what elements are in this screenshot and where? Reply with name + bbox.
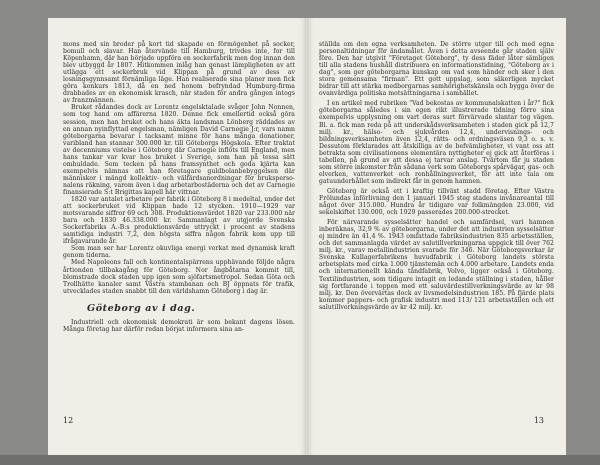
paragraph: Som man ser har Lorentz okuvliga energi verkat med dynamisk kraft genom tiderna. [63,245,295,260]
paragraph: 1820 var antalet arbetare per fabrik i Göteborg 8 i medeltal, under det att sockerbruket vid Klippan hade 12 stycken. 1910—1929 var motsvarande siffror 69 och 308. Produktionsvärdet 1820 var 233.000 när bara och 1830 46.338.000 kr. Sammanlagt av utgjorde Svenska Sockerfabriks A.-B:s produktionsvärde uttryckt i procent av stadens samtidiga industri 7,2, den högsta siffra någon fabrik kom upp till ifrågavarande år. [63,196,295,246]
paragraph: För närvarande sysselsätter handel och samfärdsel, vari hamnen inberäknas, 32,9 % av göteborgarna, under det att industrien sysselsätter ej mindre än 41,4 %. 1943 omfattade fabriksindustrien 835 arbetsställen, och det sammanlagda värdet av salutillverkningarna uppgick till över 762 milj. kr., varav metallindustrien svarade för 346. När Göteborgsverkar är Svenska Kullagerfabrikens huvudfabrik i Göteborg landets största arbetsplats med cirka 1.000 tjänstemän och 4.000 arbetare. Landets enda och internationellt kända tändfabrik, Volvo, ligger också i Göteborg. Textilindustrien, som tidigare intagit en ledande ställning i staden, håller sig fortfarande i toppen med ett saluvärdestillverkningsvärde av kr 98 milj. kr. Den övervärtas dock av livsmedelsindustrien 185. På fjärde plats kommer pappers- och grafisk industri med 113/ 121 arbetsställen och ett salutillverkningsvärde av kr 42 milj. kr. [319,219,554,311]
paragraph: ställda om den egna verksamheten. De större utger till och med egna personaltidningar för ändamålet. Även i detta avseende går staden själv före. Den har utgivit "Företaget Göteborg", ty dess fäder låter sämligen till alla stadens hushåll distribuera en informationstidning, "Göteborg av i dag", som ger göteborgarna kunskap om vad som händer och sker i den stora gemensama "firman". Ett gott uppslag, som säkerligen mycket bidrar till att stärka medborgarnas samhörighetskänsla och bygga över de ovanvärdiga politiska motsättningarna i samhället. [319,41,554,98]
page-number-left: 12 [63,416,74,425]
paragraph: mons med sin broder på kort tid skapade en förmögenhet på socker, bomull och slavar. Han återvände till Hamburg, trivdes inte, for till Köpenhamn, där han började uppföra en sockerfabrik men dog innan den blev utbyggd år 1807. Hitkommen inlåg han genast lämpligheten av att utlägga ett sockerbruk vid Klippan på grund av dess av losningsgynnsamt förnämliga läge. Han realiserade sina planer men fick göra konkurs 1813, då en ned honom befryndad Humburg-firma drabbades av en ekonomisk krasch, när staden för andra gången intogs av franzmännen. [63,41,295,105]
paragraph: Med Napoleons fall och kontinentalspärrens upphävande följde några årtionden tillbakagång för Göteborg. Nor ångbåtarna kommit till, blomstrade dock staden upp igen som sjöfartsmetropol. Sedan Göta och Trollhätte kanaler samt Västra stambanan och BJ öppnats för trafik, utvecklades staden snabbt till den världshamn Göteborg i dag är. [63,259,295,295]
left-page [48,18,307,455]
paragraph: Bruket rådandes dock av Lorentz engelsktalade svåger John Nonnen, som tog hand om affärerna 1820. Denne fick emellertid också göra session, men han bruket och hans äkta landsman Lönberg räddades av en annan nyinflyttad engelsman, nämligen David Carnegie J:r, vars namn göteborgarna bevarar i tacksamt minne för hans många donationer, varibland han stannar 300.000 kr. till Göteborgs Högskola. Efter traktat av decenniums vistelse i Göteborg där Carnegie inflöts till England, men hans tankar var kvar hos bruket i Sverige, som han på tessa sätt omhuldade. Som tecken på hans framsynthet och goda kjärta kan exempelvis nämnas att han företagare guldbolanbebyggelsen där människor i mängd kollektiv- och välfärdsanordningar för bruksperso-nalens räkning, varom även i dag arbetarbostäderna och det av Carnegie finansierade S:t Brigittas kapell här vittnar. [63,104,295,196]
left-page-body [63,41,295,333]
paragraph: I en artikel med rubriken "Vad bekostas av kommunalskatten i år?" fick göteborgarna således i sin egen rikt illustrerade tidning förre sina exempelvis upplysning om vart deras surt förvärvade slantar tog vägen. Bl. a. fick man reda på att underskådsverksamheten i staden gick på 12,7 milj. kr., hälso- och sjukvården 12,4, undervisnings- och bildningsverksamheten även 12,4, rätts- och ordningsväsen 9,3 o. s. v. Dessutom förklarades att åtskilliga av de befvämligheter, vi vant oss att betrakta som civilisationens elementära nyttigheter ej gick att återföras i tabellen, på grund av att dessa ej tarvar anslag. Tvärtom får ju staden som större inkomster från sådana verk som Göteborgs spårvägar, gas- och elverken, vattenverket och renhållningsverket, för att inte tala om gatuunderhållet som indirekt får in genom hamnen. [319,100,554,185]
right-page [307,18,566,455]
background-bottom [0,455,600,465]
section-heading: Göteborg av i dag. [87,302,196,314]
page-number-right: 13 [533,416,544,425]
paragraph: Industriell och ekonomisk demokrati är som bekant dagens lösen. Många företag har därför redan börjat informera sina an- [63,318,295,333]
paragraph: Göteborg är också ett i kraftig tillväxt stadd företag. Efter Västra Frölundas införlivning den 1 januari 1945 steg stadens invånareantal till något över 315.000. Hundra år tidigare var folkmängden 23.000, vid sekelskiftet 130.000, och 1929 passerades 200.000-strecket. [319,187,554,217]
right-page-body [319,41,554,311]
